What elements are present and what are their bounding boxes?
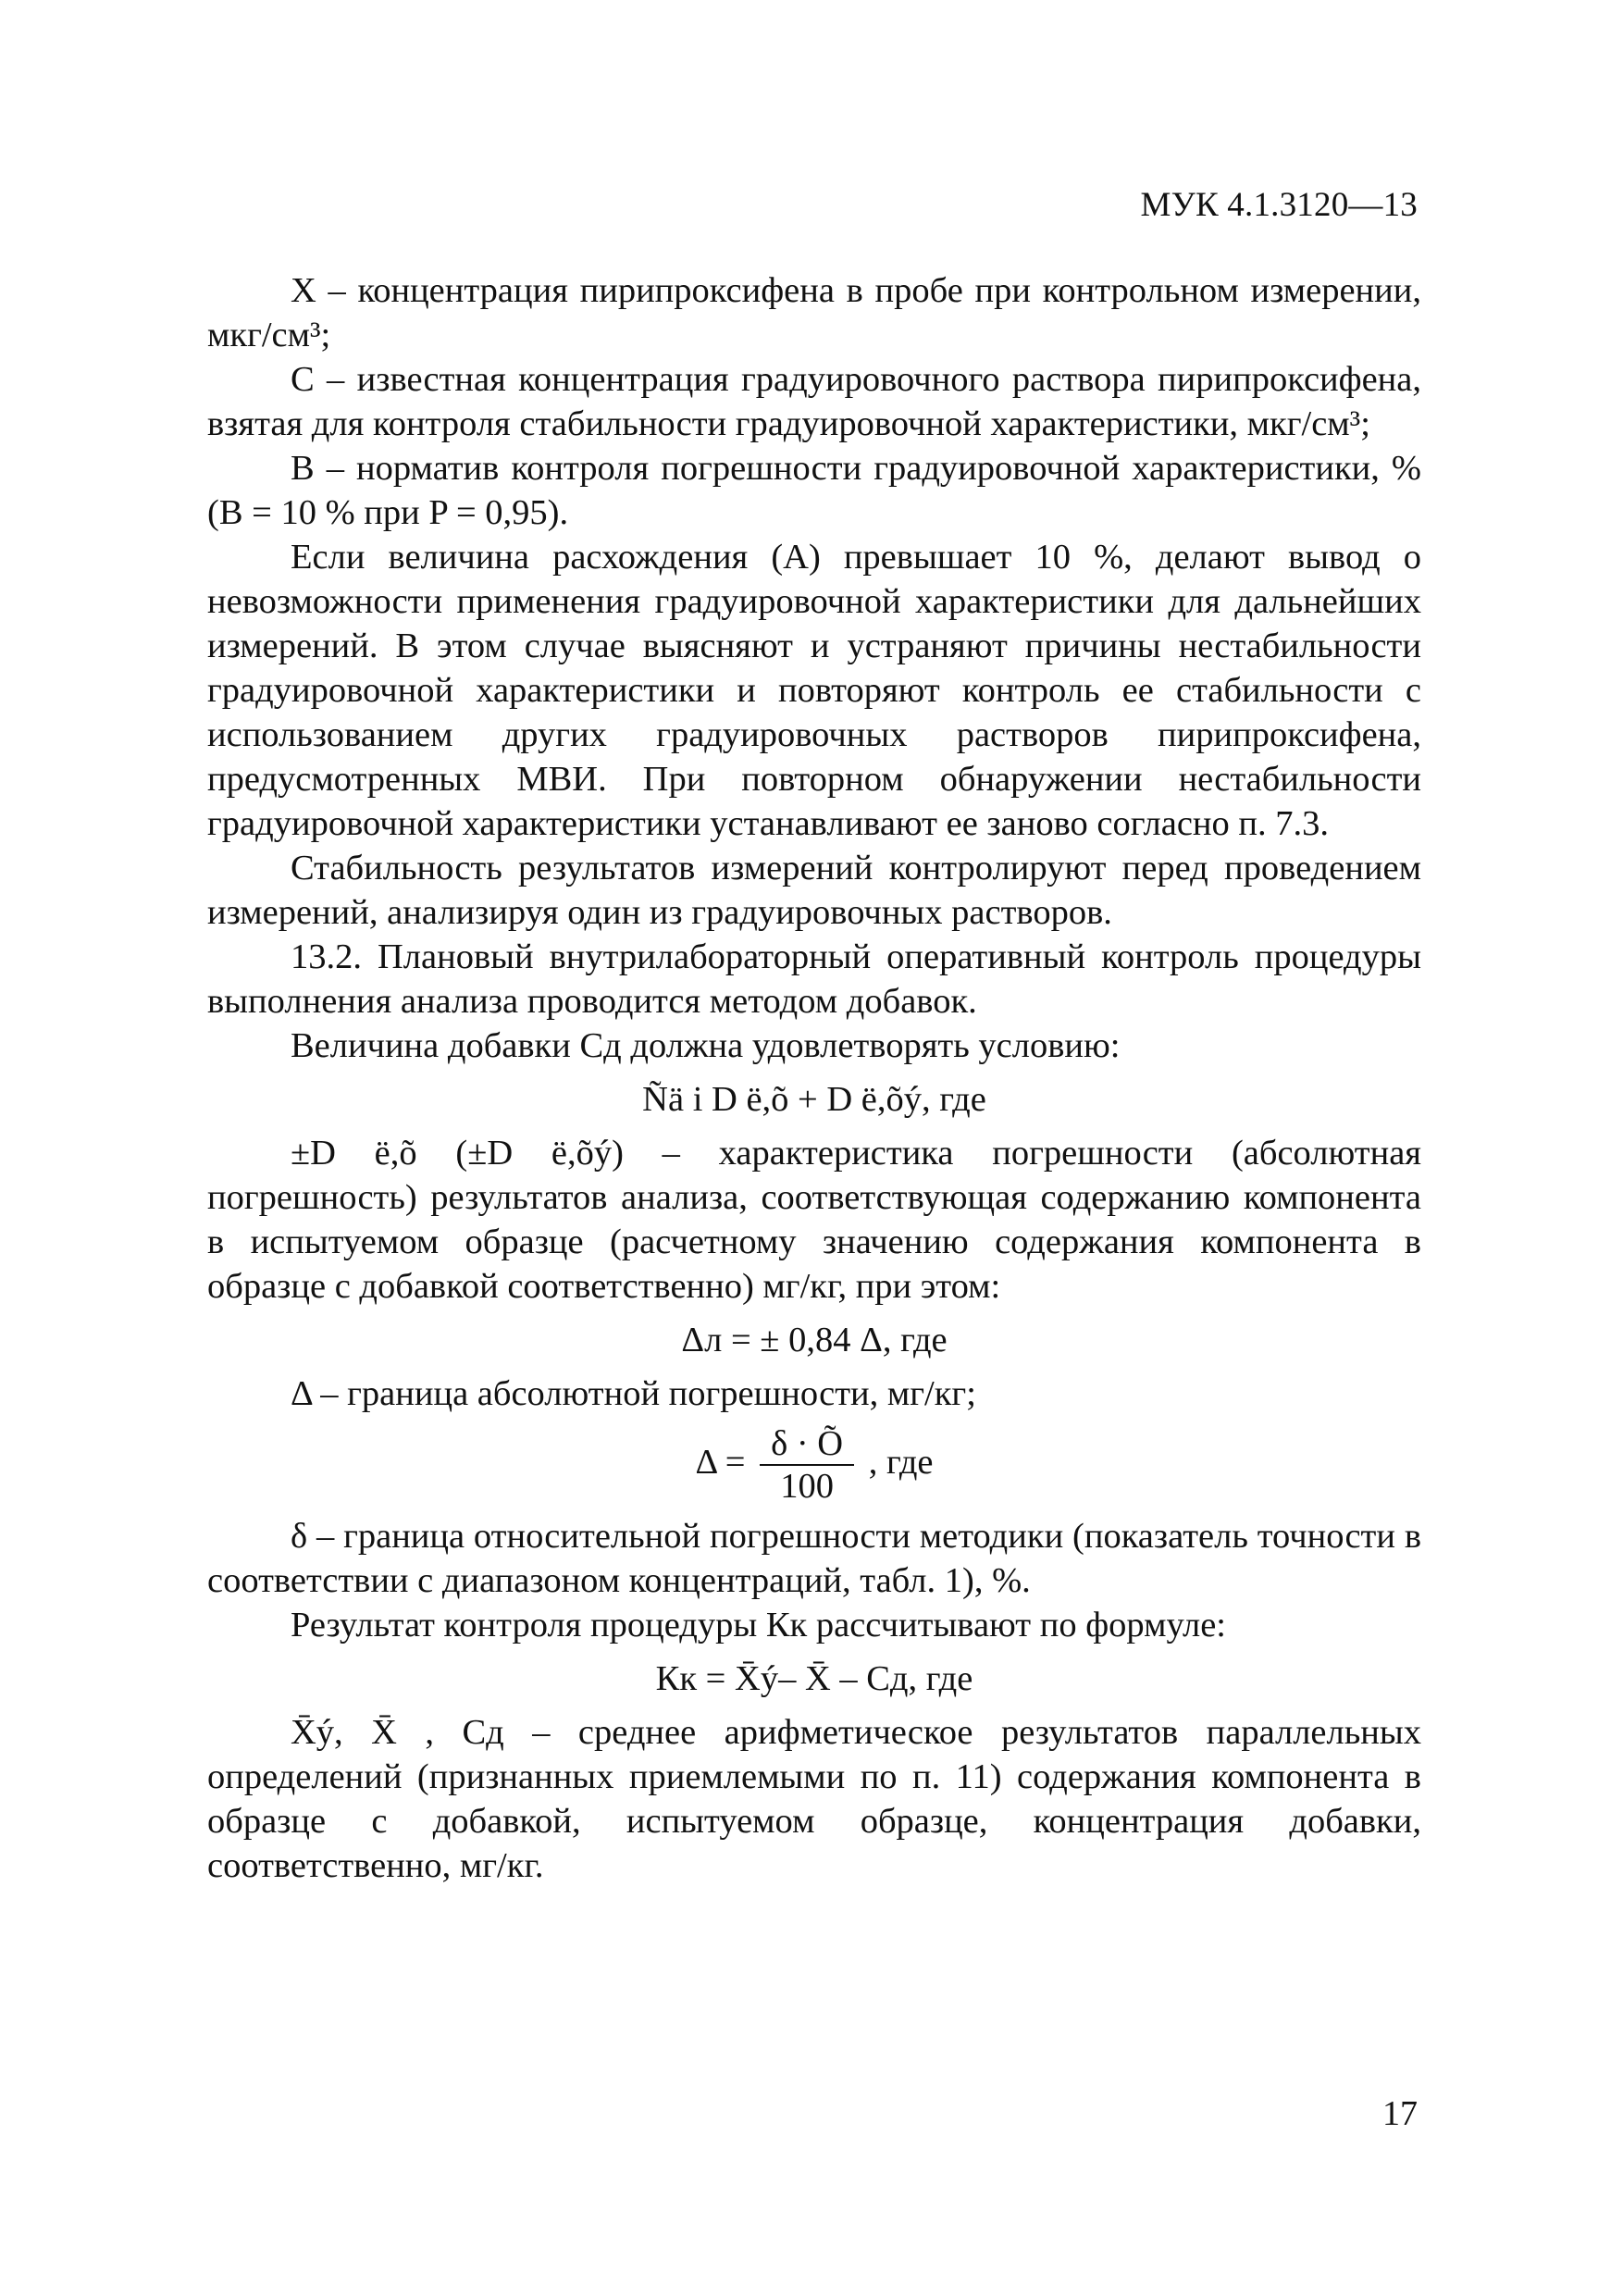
paragraph-section-13-2: 13.2. Плановый внутрилабораторный оперативный контроль процедуры выполнения анализа проводится методом добавок. [207,937,1421,1021]
document-header: МУК 4.1.3120—13 [1140,186,1418,224]
paragraph-delta-definition: Δ – граница абсолютной погрешности, мг/кг; [291,1374,976,1413]
formula-delta-denominator: 100 [780,1467,834,1506]
paragraph-additive-condition: Величина добавки Cд должна удовлетворять условию: [291,1026,1121,1065]
paragraph-x-definition: X – концентрация пирипроксифена в пробе при контрольном измерении, мкг/см³; [207,271,1421,354]
formula-kk: Кк = X̄ý– X̄ – Cд, где [655,1659,973,1698]
page-number: 17 [1382,2094,1418,2133]
paragraph-discrepancy: Если величина расхождения (A) превышает 10 %, делают вывод о невозможности применения градуировочной характеристики для дальнейших измерений. В этом случае выясняют и устраняют причины нестабильности градуировочной характеристики и повторяют контроль ее стабильности с использованием других градуировочных растворов пирипроксифена, предусмотренных МВИ. При повторном обнаружении нестабильности градуировочной характеристики устанавливают ее заново согласно п. 7.3. [207,538,1421,843]
paragraph-error-characteristic: ±D ë,õ (±D ë,õý) – характеристика погрешности (абсолютная погрешность) результатов анализа, соответствующая содержанию компонента в испытуемом образце (расчетному значению содержания компонента в образце с добавкой соответственно) мг/кг, при этом: [207,1134,1421,1306]
formula-delta-numerator: δ · Õ [760,1423,854,1466]
paragraph-b-definition: B – норматив контроля погрешности градуировочной характеристики, % (B = 10 % при P = 0,95). [207,449,1421,532]
paragraph-averages-definition: X̄ý, X̄ , Cд – среднее арифметическое результатов параллельных определений (признанных приемлемыми по п. 11) содержания компонента в образце с добавкой, испытуемом образце, концентрация добавки, соответственно, мг/кг. [207,1713,1421,1885]
formula-delta-left: Δ = [695,1442,746,1482]
formula-delta-right: , где [868,1442,934,1482]
formula-delta [207,1423,1421,1507]
paragraph-control-result: Результат контроля процедуры Кк рассчитывают по формуле: [291,1606,1227,1644]
paragraph-c-definition: C – известная концентрация градуировочного раствора пирипроксифена, взятая для контроля стабильности градуировочной характеристики, мкг/см³; [207,360,1421,443]
formula-additive: Ñä i D ë,õ + D ë,õý, где [642,1080,986,1119]
paragraph-relative-error: δ – граница относительной погрешности методики (показатель точности в соответствии с диапазоном концентраций, табл. 1), %. [207,1517,1421,1600]
formula-delta-fraction [760,1423,854,1507]
paragraph-stability: Стабильность результатов измерений контролируют перед проведением измерений, анализируя один из градуировочных растворов. [207,849,1421,932]
page-body [207,268,1421,1888]
formula-delta-l: Δл = ± 0,84 Δ, где [681,1321,948,1359]
